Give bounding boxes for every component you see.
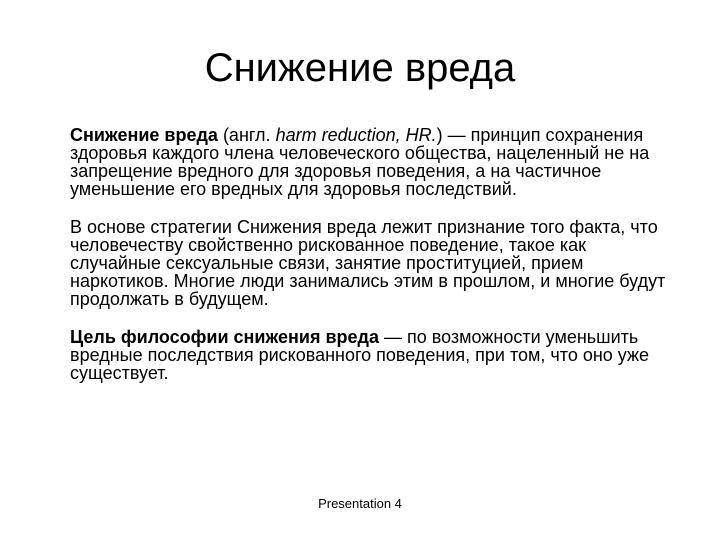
paragraph-definition <box>70 126 676 198</box>
slide-body <box>70 126 676 402</box>
slide-title: Снижение вреда <box>204 46 516 90</box>
paragraph-goal <box>70 328 676 382</box>
slide-footer: Presentation 4 <box>318 496 402 511</box>
english-term: harm reduction, HR. <box>275 125 437 145</box>
goal-text: — по возможности уменьшить вредные последствия рискованного поведения, при том, что оно уже существует. <box>70 327 650 383</box>
paragraph-strategy: В основе стратегии Снижения вреда лежит признание того факта, что человечеству свойственно рискованное поведение, такое как случайные сексуальные связи, занятие проституцией, прием наркотиков. Многие люди занимались этим в прошлом, и многие будут продолжать в будущем. <box>70 217 666 309</box>
term-philosophy-goal: Цель философии снижения вреда <box>70 327 379 347</box>
term-harm-reduction: Снижение вреда <box>70 125 218 145</box>
definition-text: ) — принцип сохранения здоровья каждого члена человеческого общества, нацеленный не на запрещение вредного для здоровья поведения, а на частичное уменьшение его вредных для здоровья последствий. <box>70 125 650 199</box>
definition-pre-english: (англ. <box>217 125 276 145</box>
